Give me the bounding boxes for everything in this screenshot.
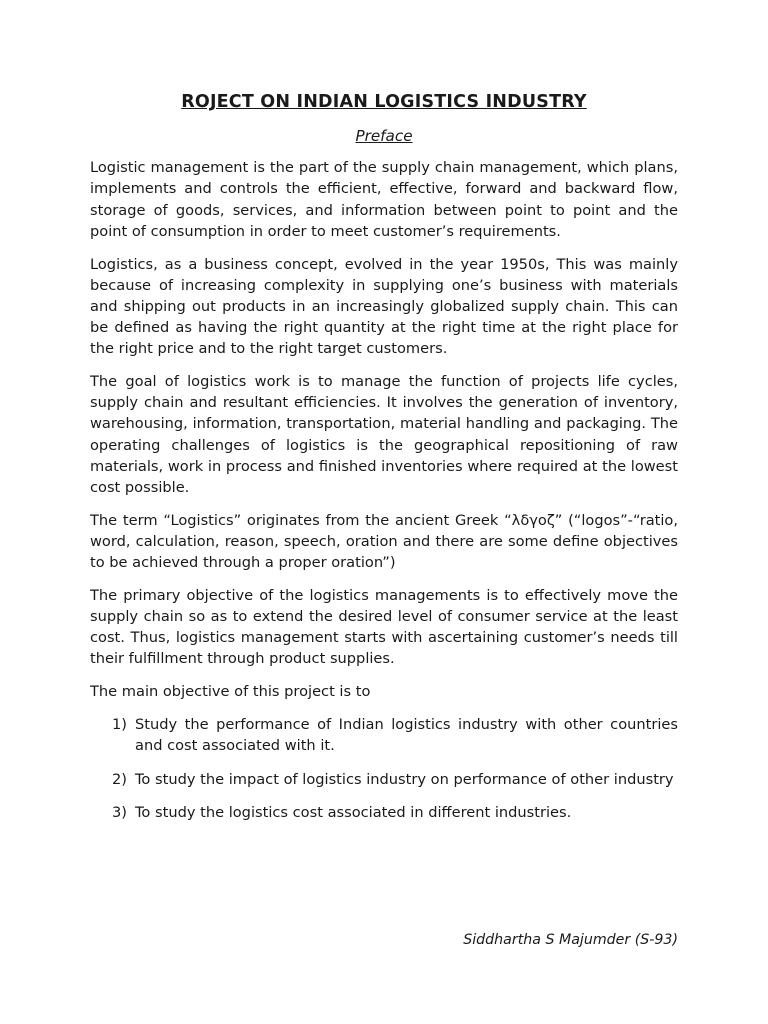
paragraph-term-origin: The term “Logistics” originates from the ancient Greek “λδγοζ” (“logos”-“ratio, word, calculation, reason, speech, oration and there are some define objectives to be achieved through a proper oration”) bbox=[90, 511, 678, 572]
list-item-text: To study the impact of logistics industry on performance of other industry bbox=[135, 770, 674, 788]
paragraph-logistic-management: Logistic management is the part of the supply chain management, which plans, implements and controls the efficient, effective, forward and backward flow, storage of goods, services, and information between point to point and the point of consumption in order to meet customer’s requirements. bbox=[90, 159, 678, 240]
list-item bbox=[90, 714, 678, 756]
section-heading-preface: Preface bbox=[355, 127, 413, 145]
paragraph-business-concept: Logistics, as a business concept, evolved in the year 1950s, This was mainly because of increasing complexity in supplying one’s business with materials and shipping out products in an increasingly globalized supply chain. This can be defined as having the right quantity at the right time at the right place for the right price and to the right target customers. bbox=[90, 255, 678, 358]
list-item-text: Study the performance of Indian logistics industry with other countries and cost associated with it. bbox=[135, 715, 678, 755]
paragraph-main-objective-intro: The main objective of this project is to bbox=[90, 683, 371, 701]
list-item-number: 3) bbox=[112, 804, 127, 822]
paragraph-primary-objective: The primary objective of the logistics managements is to effectively move the supply chain so as to extend the desired level of consumer service at the least cost. Thus, logistics management starts with ascertaining customer’s needs till their fulfillment through product supplies. bbox=[90, 586, 678, 668]
list-item-text: To study the logistics cost associated in different industries. bbox=[135, 804, 572, 822]
author-signature: Siddhartha S Majumder (S-93) bbox=[463, 932, 678, 948]
objectives-list bbox=[90, 714, 678, 824]
paragraph-goal-of-logistics: The goal of logistics work is to manage the function of projects life cycles, supply chain and resultant efficiencies. It involves the generation of inventory, warehousing, information, transportation, material handling and packaging. The operating challenges of logistics is the geographical repositioning of raw materials, work in process and finished inventories where required at the lowest cost possible. bbox=[90, 373, 678, 497]
list-item-number: 1) bbox=[112, 715, 127, 733]
list-item bbox=[90, 769, 678, 790]
list-item bbox=[90, 802, 678, 823]
list-item-number: 2) bbox=[112, 770, 127, 788]
document-title: ROJECT ON INDIAN LOGISTICS INDUSTRY bbox=[181, 92, 587, 112]
document-page bbox=[90, 90, 678, 836]
